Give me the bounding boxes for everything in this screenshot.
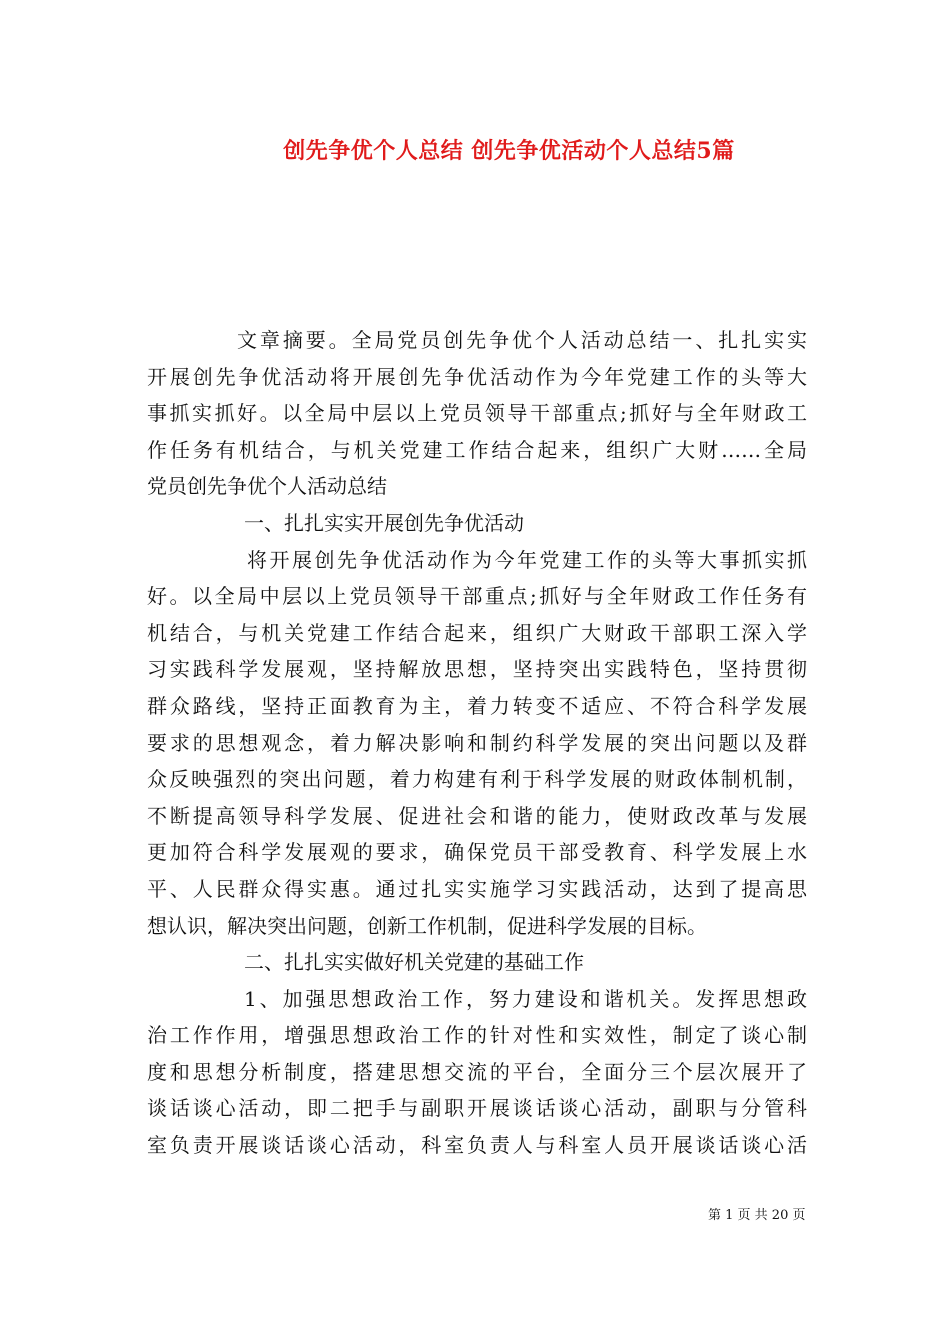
paragraph-line: 谈话谈心活动，即二把手与副职开展谈话谈心活动，副职与分管科 (147, 1096, 807, 1121)
paragraph-line: 不断提高领导科学发展、促进社会和谐的能力，使财政改革与发展 (147, 803, 807, 828)
paragraph-line: 更加符合科学发展观的要求，确保党员干部受教育、科学发展上水 (147, 840, 807, 865)
paragraph-line: 机结合，与机关党建工作结合起来，组织广大财政干部职工深入学 (147, 620, 807, 645)
section-heading-1: 一、扎扎实实开展创先争优活动 (244, 510, 524, 535)
paragraph-line: 1、加强思想政治工作，努力建设和谐机关。发挥思想政 (244, 986, 807, 1011)
section-heading-2: 二、扎扎实实做好机关党建的基础工作 (244, 950, 584, 975)
paragraph-line: 好。以全局中层以上党员领导干部重点;抓好与全年财政工作任务有 (147, 584, 807, 609)
paragraph-line: 要求的思想观念，着力解决影响和制约科学发展的突出问题以及群 (147, 730, 807, 755)
paragraph-line: 室负责开展谈话谈心活动，科室负责人与科室人员开展谈话谈心活 (147, 1133, 807, 1158)
summary-line: 事抓实抓好。以全局中层以上党员领导干部重点;抓好与全年财政工 (147, 401, 807, 426)
paragraph-line: 平、人民群众得实惠。通过扎实实施学习实践活动，达到了提高思 (147, 876, 807, 901)
paragraph-line: 想认识，解决突出问题，创新工作机制，促进科学发展的目标。 (147, 913, 707, 938)
page-number-footer: 第 1 页 共 20 页 (708, 1208, 806, 1223)
summary-line: 文章摘要。全局党员创先争优个人活动总结一、扎扎实实 (237, 328, 807, 352)
summary-line: 作任务有机结合，与机关党建工作结合起来，组织广大财……全局 (147, 437, 807, 462)
paragraph-line: 群众路线，坚持正面教育为主，着力转变不适应、不符合科学发展 (147, 693, 807, 718)
document-body (147, 322, 807, 1164)
summary-line: 党员创先争优个人活动总结 (147, 474, 387, 499)
summary-line: 开展创先争优活动将开展创先争优活动作为今年党建工作的头等大 (147, 364, 807, 389)
paragraph-line: 治工作作用，增强思想政治工作的针对性和实效性，制定了谈心制 (147, 1023, 807, 1048)
paragraph-line: 度和思想分析制度，搭建思想交流的平台，全面分三个层次展开了 (147, 1059, 807, 1084)
paragraph-line: 将开展创先争优活动作为今年党建工作的头等大事抓实抓 (247, 547, 807, 572)
paragraph-line: 习实践科学发展观，坚持解放思想，坚持突出实践特色，坚持贯彻 (147, 657, 807, 682)
paragraph-line: 众反映强烈的突出问题，着力构建有利于科学发展的财政体制机制， (147, 767, 807, 792)
document-title: 创先争优个人总结 创先争优活动个人总结5篇 (283, 138, 735, 164)
